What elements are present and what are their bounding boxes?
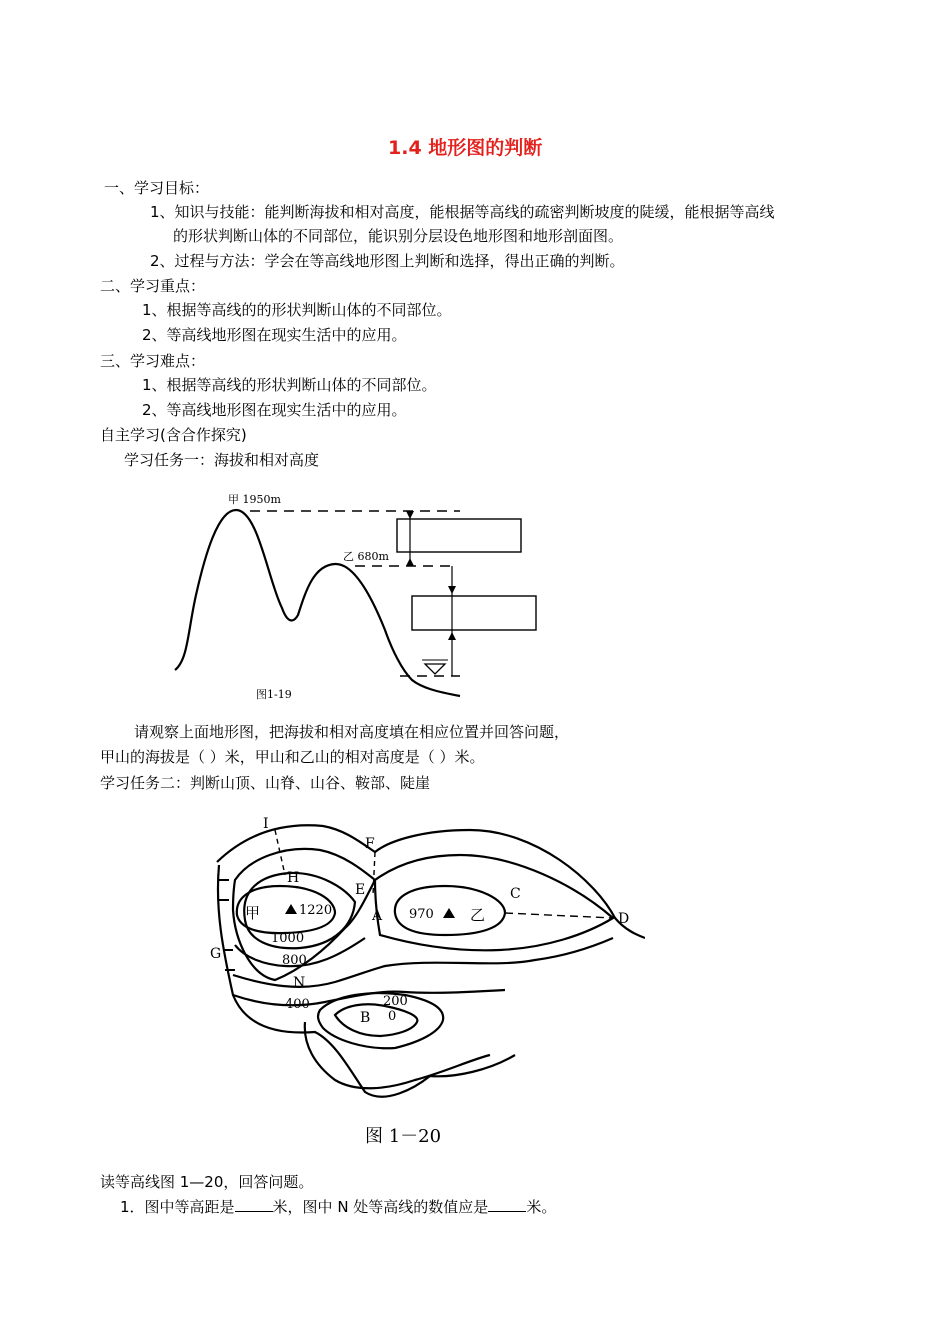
self-study-heading: 自主学习(含合作探究) [100, 426, 247, 444]
difficult-item-1: 1、根据等高线的形状判断山体的不同部位。 [142, 376, 437, 394]
answer-blank-n[interactable] [488, 1197, 526, 1212]
label-n: N [293, 975, 306, 991]
answer-blank-interval[interactable] [235, 1197, 273, 1212]
goal-item-1: 1、知识与技能：能判断海拔和相对高度，能根据等高线的疏密判断坡度的陡缓，能根据等高线 [150, 203, 775, 221]
question-1-part-1: 1．图中等高距是 [120, 1198, 235, 1216]
label-200: 200 [383, 994, 408, 1009]
figure-caption-19: 图1-19 [256, 688, 292, 701]
dashed-line-cd [505, 913, 613, 918]
label-1000: 1000 [271, 931, 305, 946]
arrow-down-icon [448, 586, 456, 594]
label-peak-jia-height: 1220 [299, 903, 333, 918]
question-1-part-3: 米。 [526, 1198, 557, 1216]
label-400: 400 [285, 997, 310, 1012]
figure-caption-20: 图 1－20 [365, 1126, 442, 1147]
task1-heading: 学习任务一：海拔和相对高度 [124, 451, 320, 469]
question-line: 甲山的海拔是（ ）米，甲山和乙山的相对高度是（ ）米。 [100, 748, 485, 766]
label-peak-yi-height: 970 [409, 907, 434, 922]
label-peak-yi: 乙 [470, 906, 486, 924]
answer-box-top [397, 519, 521, 552]
label-0: 0 [388, 1009, 397, 1024]
page-title: 1.4 地形图的判断 [388, 137, 543, 159]
label-d: D [618, 911, 630, 927]
label-h: H [287, 870, 300, 886]
task2-heading: 学习任务二：判断山顶、山脊、山谷、鞍部、陡崖 [100, 774, 431, 792]
key-item-2: 2、等高线地形图在现实生活中的应用。 [142, 326, 407, 344]
peak-yi-triangle-icon [443, 908, 455, 918]
read-instruction: 读等高线图 1—20，回答问题。 [100, 1173, 314, 1191]
arrow-up-icon [448, 632, 456, 640]
label-c: C [510, 886, 521, 902]
label-b: B [360, 1010, 371, 1026]
label-g: G [210, 946, 222, 962]
figure-1-20 [205, 810, 645, 1150]
label-peak-jia: 甲 [245, 904, 261, 922]
label-jia: 甲 1950m [228, 493, 281, 506]
label-i: I [263, 816, 269, 832]
difficult-item-2: 2、等高线地形图在现实生活中的应用。 [142, 401, 407, 419]
label-yi: 乙 680m [343, 550, 389, 563]
label-a: A [372, 908, 383, 924]
question-1-part-2: 米，图中 N 处等高线的数值应是 [272, 1198, 489, 1216]
section-difficult-heading: 三、学习难点： [100, 352, 206, 370]
section-goals-heading: 一、学习目标： [104, 179, 210, 197]
figure-1-19 [160, 480, 580, 710]
terrain-profile [175, 510, 460, 696]
label-800: 800 [282, 953, 307, 968]
goal-item-2: 2、过程与方法：学会在等高线地形图上判断和选择，得出正确的判断。 [150, 252, 625, 270]
key-item-1: 1、根据等高线的的形状判断山体的不同部位。 [142, 301, 452, 319]
question-intro: 请观察上面地形图，把海拔和相对高度填在相应位置并回答问题， [134, 723, 570, 741]
goal-item-1-cont: 的形状判断山体的不同部位，能识别分层设色地形图和地形剖面图。 [173, 227, 624, 245]
peak-jia-triangle-icon [285, 904, 297, 914]
arrow-down-icon [406, 511, 414, 519]
answer-box-bottom [412, 596, 536, 630]
question-1 [120, 1197, 556, 1217]
sea-level-triangle-icon [425, 664, 445, 674]
label-e: E [355, 882, 366, 898]
label-f: F [365, 836, 375, 852]
section-key-heading: 二、学习重点： [100, 277, 206, 295]
arrow-up-icon [406, 558, 414, 566]
contour-depression-b [318, 993, 443, 1048]
